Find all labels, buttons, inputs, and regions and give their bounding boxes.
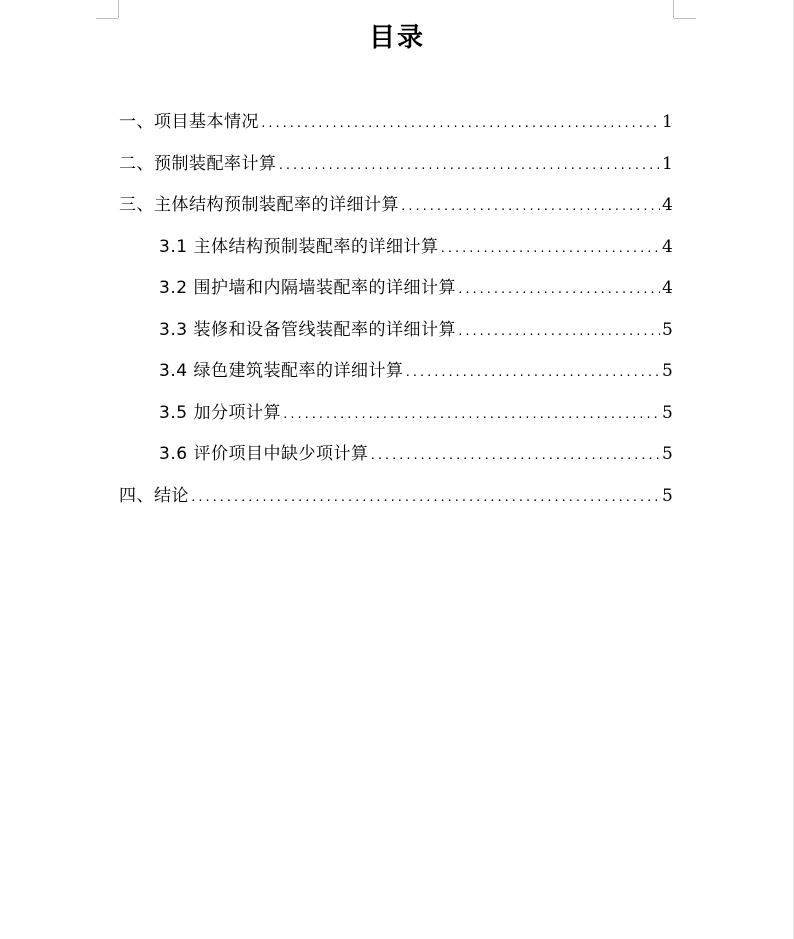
toc-entry-text: 3.5 加分项计算 [159, 402, 281, 423]
dot-leader [282, 394, 660, 435]
dot-leader [190, 477, 660, 518]
toc-entry-text: 3.1 主体结构预制装配率的详细计算 [159, 236, 439, 257]
toc-entry-section-3-6[interactable] [119, 434, 672, 476]
dot-leader [278, 145, 661, 186]
toc-page-number: 1 [662, 153, 673, 174]
toc-entry-text: 三、主体结构预制装配率的详细计算 [119, 195, 399, 215]
toc-entry-section-3-2[interactable] [119, 268, 672, 310]
toc-page-number: 4 [662, 195, 673, 215]
toc-title: 目录 [368, 23, 425, 53]
toc-entry-text: 四、结论 [119, 485, 189, 506]
toc-page-number: 1 [662, 112, 673, 132]
dot-leader [457, 311, 660, 352]
toc-entry-section-3[interactable] [119, 185, 672, 227]
toc-entry-text: 3.6 评价项目中缺少项计算 [159, 444, 369, 464]
toc-page-number: 4 [662, 278, 673, 298]
toc-entry-text: 3.4 绿色建筑装配率的详细计算 [159, 361, 404, 381]
dot-leader [457, 269, 660, 310]
toc-page-number: 5 [662, 402, 673, 423]
dot-leader [369, 435, 660, 476]
toc-entry-section-3-1[interactable] [119, 227, 672, 269]
toc-page-number: 5 [662, 444, 673, 464]
toc-entry-section-2[interactable] [119, 144, 672, 186]
dot-leader [260, 103, 660, 144]
toc-entry-text: 3.2 围护墙和内隔墙装配率的详细计算 [159, 278, 456, 298]
dot-leader [400, 186, 660, 227]
toc-page-number: 5 [662, 485, 673, 506]
table-of-contents [119, 102, 672, 517]
dot-leader [404, 352, 660, 393]
toc-entry-section-3-4[interactable] [119, 351, 672, 393]
toc-entry-section-3-3[interactable] [119, 310, 672, 352]
dot-leader [439, 228, 660, 269]
toc-entry-text: 二、预制装配率计算 [119, 153, 277, 174]
toc-page-number: 4 [662, 236, 673, 257]
toc-entry-section-4[interactable] [119, 476, 672, 518]
toc-entry-text: 3.3 装修和设备管线装配率的详细计算 [159, 319, 456, 340]
toc-entry-section-1[interactable] [119, 102, 672, 144]
crop-mark-top-left-vertical [118, 0, 119, 18]
toc-page-number: 5 [662, 361, 673, 381]
crop-mark-top-right-vertical [673, 0, 674, 18]
toc-page-number: 5 [662, 319, 673, 340]
toc-entry-section-3-5[interactable] [119, 393, 672, 435]
toc-entry-text: 一、项目基本情况 [119, 112, 259, 132]
